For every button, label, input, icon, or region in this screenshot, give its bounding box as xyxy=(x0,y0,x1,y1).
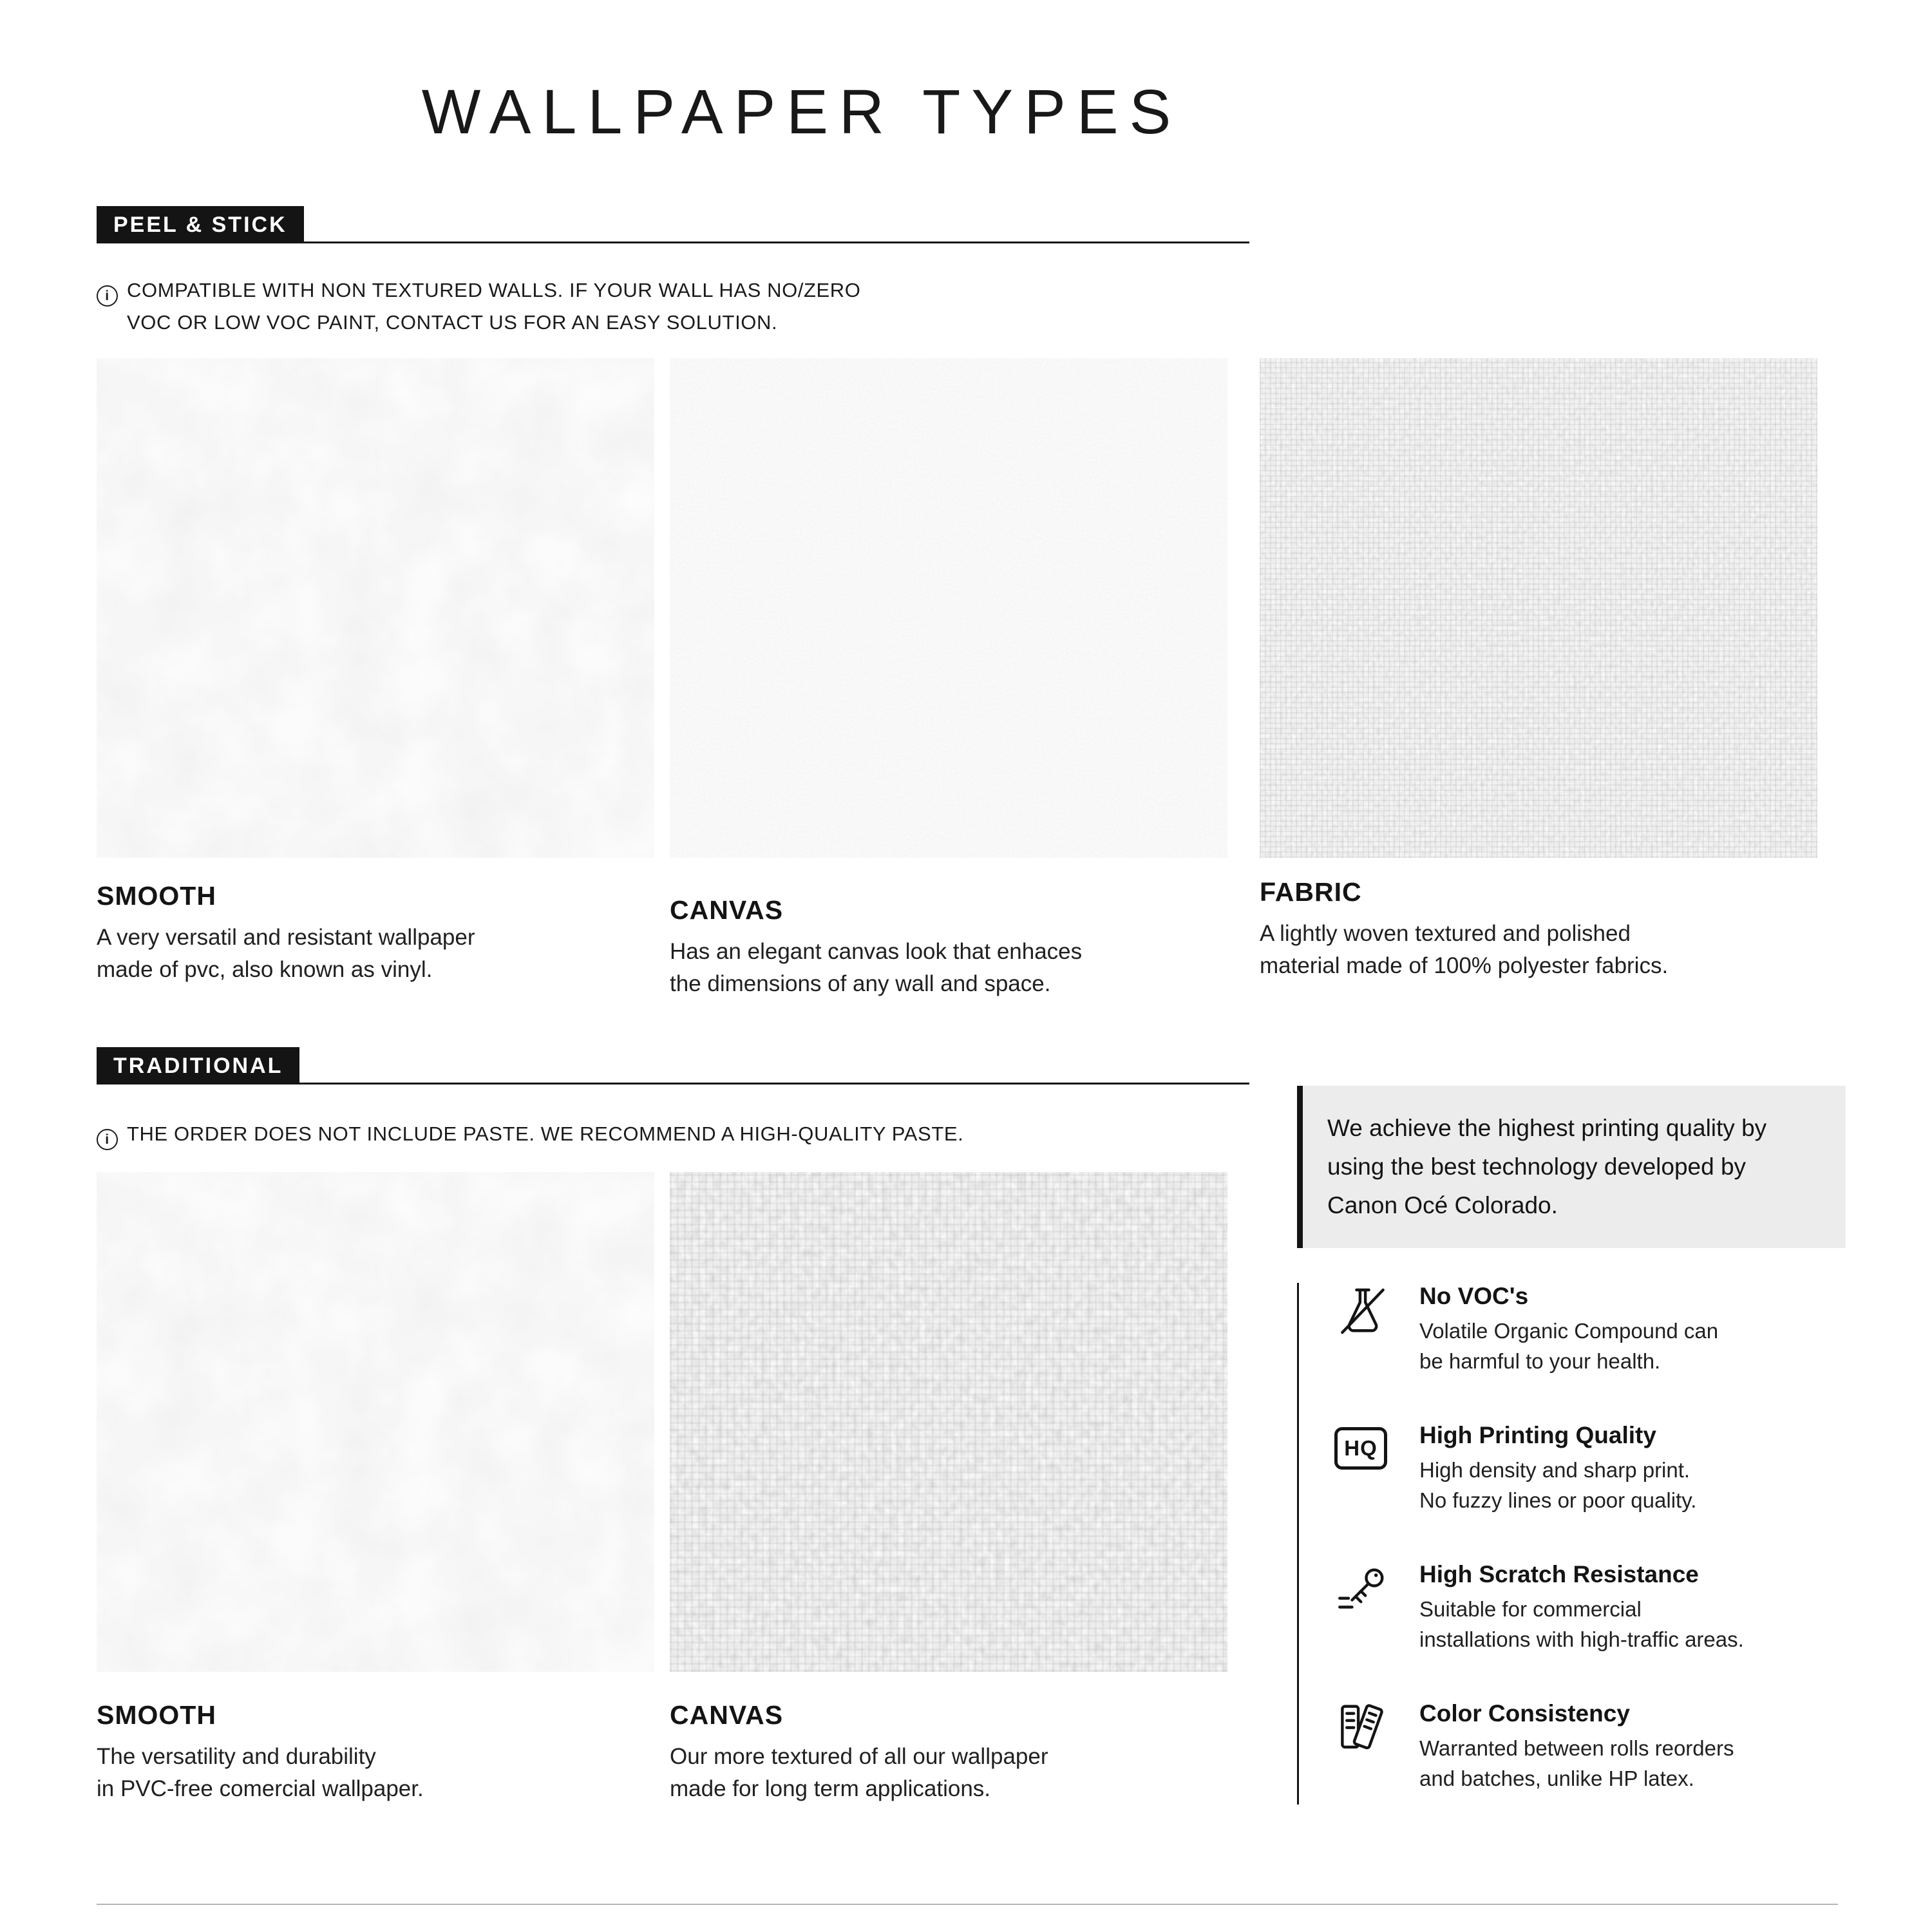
swatch-description-line: Has an elegant canvas look that enhaces xyxy=(670,939,1083,964)
swatch-description-line: material made of 100% polyester fabrics. xyxy=(1260,952,1669,978)
swatch-title: CANVAS xyxy=(670,895,784,925)
swatch-title: FABRIC xyxy=(1260,877,1362,907)
feature-high-scratch-resistance xyxy=(1334,1561,1862,1655)
texture-swatch-peel-canvas xyxy=(670,358,1227,858)
feature-description xyxy=(1419,1455,1696,1516)
swatch-title: CANVAS xyxy=(670,1700,784,1730)
swatch-description-line: made of pvc, also known as vinyl. xyxy=(97,956,433,982)
printing-quality-highlight: We achieve the highest printing quality by using the best technology developed by Canon Océ Colorado. xyxy=(1297,1086,1846,1248)
swatch-description xyxy=(670,1741,1249,1804)
feature-description-line: No fuzzy lines or poor quality. xyxy=(1419,1488,1697,1512)
traditional-note-line1 xyxy=(97,1118,963,1150)
peel-stick-section-rule xyxy=(97,206,1249,243)
peel-stick-note-line2: VOC OR LOW VOC PAINT, CONTACT US FOR AN EASY SOLUTION. xyxy=(127,311,778,334)
feature-title: High Printing Quality xyxy=(1419,1422,1656,1448)
caption-traditional-canvas xyxy=(670,1700,1249,1804)
page-title: WALLPAPER TYPES xyxy=(421,77,1182,147)
feature-description-line: installations with high-traffic areas. xyxy=(1419,1627,1744,1651)
feature-text xyxy=(1419,1700,1734,1794)
caption-traditional-smooth xyxy=(97,1700,663,1804)
swatch-title: SMOOTH xyxy=(97,1700,216,1730)
hq-icon xyxy=(1334,1422,1391,1479)
swatch-description-line: The versatility and durability xyxy=(97,1744,376,1769)
feature-text xyxy=(1419,1561,1744,1655)
peel-stick-note-line1 xyxy=(97,274,861,307)
texture-swatch-peel-fabric xyxy=(1260,358,1817,858)
feature-description xyxy=(1419,1316,1718,1377)
feature-high-printing-quality xyxy=(1334,1422,1862,1516)
feature-title: No VOC's xyxy=(1419,1283,1529,1309)
swatch-description-line: A lightly woven textured and polished xyxy=(1260,921,1631,946)
section-label-traditional: TRADITIONAL xyxy=(97,1047,299,1083)
swatch-description xyxy=(1260,918,1839,981)
swatch-description-line: Our more textured of all our wallpaper xyxy=(670,1744,1048,1769)
fabric-weave-overlay xyxy=(1260,358,1817,858)
note-text: THE ORDER DOES NOT INCLUDE PASTE. WE RECOMMEND A HIGH-QUALITY PASTE. xyxy=(127,1122,964,1145)
feature-description-line: Suitable for commercial xyxy=(1419,1597,1642,1621)
feature-description-line: be harmful to your health. xyxy=(1419,1349,1661,1373)
feature-description xyxy=(1419,1734,1734,1794)
texture-swatch-traditional-canvas xyxy=(670,1172,1227,1672)
info-icon: i xyxy=(97,1129,118,1150)
feature-description xyxy=(1419,1595,1744,1655)
traditional-section-rule xyxy=(97,1047,1249,1084)
swatch-description-line: made for long term applications. xyxy=(670,1776,991,1801)
swatch-description-line: A very versatil and resistant wallpaper xyxy=(97,925,475,950)
caption-peel-fabric xyxy=(1260,877,1839,981)
feature-description-line: High density and sharp print. xyxy=(1419,1458,1690,1482)
swatch-description-line: in PVC-free comercial wallpaper. xyxy=(97,1776,424,1801)
swatch-description xyxy=(670,936,1249,999)
feature-no-voc xyxy=(1334,1283,1862,1377)
traditional-note xyxy=(97,1118,963,1150)
feature-description-line: and batches, unlike HP latex. xyxy=(1419,1766,1694,1790)
texture-swatch-traditional-smooth xyxy=(97,1172,654,1672)
caption-peel-smooth xyxy=(97,881,663,985)
note-text: COMPATIBLE WITH NON TEXTURED WALLS. IF YOUR WALL HAS NO/ZERO xyxy=(127,279,861,301)
bottom-divider xyxy=(97,1904,1838,1905)
info-icon: i xyxy=(97,285,118,307)
feature-title: Color Consistency xyxy=(1419,1700,1630,1727)
features-vertical-rule xyxy=(1297,1283,1299,1804)
feature-description-line: Volatile Organic Compound can xyxy=(1419,1319,1719,1343)
canvas-weave-overlay xyxy=(670,1172,1227,1672)
section-label-peel-stick: PEEL & STICK xyxy=(97,206,304,242)
feature-title: High Scratch Resistance xyxy=(1419,1561,1699,1587)
swatch-description-line: the dimensions of any wall and space. xyxy=(670,971,1051,996)
no-voc-icon xyxy=(1334,1283,1391,1340)
swatch-description xyxy=(97,922,663,985)
feature-text xyxy=(1419,1283,1718,1377)
hq-badge: HQ xyxy=(1334,1427,1387,1470)
color-consistency-icon xyxy=(1334,1700,1391,1757)
texture-swatch-peel-smooth xyxy=(97,358,654,858)
feature-description-line: Warranted between rolls reorders xyxy=(1419,1736,1734,1760)
peel-stick-note xyxy=(97,274,861,339)
feature-color-consistency xyxy=(1334,1700,1862,1794)
swatch-description xyxy=(97,1741,663,1804)
scratch-resistance-icon xyxy=(1334,1561,1391,1618)
caption-peel-canvas xyxy=(670,895,1249,999)
swatch-title: SMOOTH xyxy=(97,881,216,911)
feature-text xyxy=(1419,1422,1696,1516)
